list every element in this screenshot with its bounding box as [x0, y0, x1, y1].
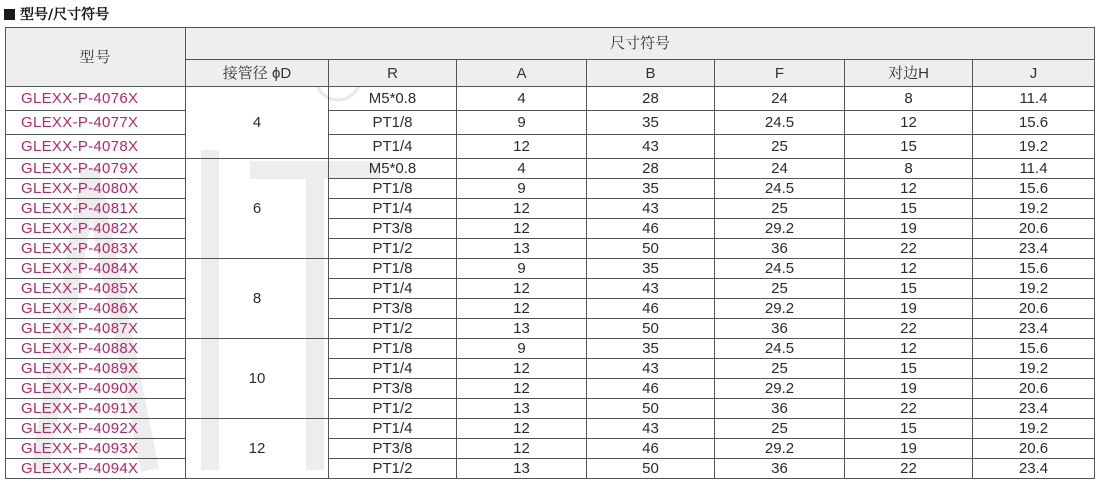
cell-h: 22	[845, 459, 973, 479]
model-code: GLEXX-P-4086X	[6, 299, 186, 319]
cell-j: 23.4	[973, 399, 1095, 419]
pipe-diameter: 8	[186, 259, 329, 339]
cell-r: PT1/2	[329, 459, 457, 479]
cell-j: 20.6	[973, 219, 1095, 239]
cell-b: 50	[587, 399, 715, 419]
cell-a: 13	[457, 399, 587, 419]
model-code: GLEXX-P-4087X	[6, 319, 186, 339]
table-row	[6, 399, 1095, 419]
cell-h: 15	[845, 359, 973, 379]
cell-r: PT3/8	[329, 219, 457, 239]
table-row	[6, 379, 1095, 399]
model-code: GLEXX-P-4091X	[6, 399, 186, 419]
cell-j: 15.6	[973, 339, 1095, 359]
table-row	[6, 239, 1095, 259]
cell-a: 9	[457, 339, 587, 359]
table-row	[6, 279, 1095, 299]
cell-h: 12	[845, 259, 973, 279]
cell-f: 29.2	[715, 299, 845, 319]
cell-j: 19.2	[973, 419, 1095, 439]
cell-a: 12	[457, 439, 587, 459]
cell-a: 12	[457, 135, 587, 159]
cell-r: PT3/8	[329, 439, 457, 459]
cell-b: 28	[587, 159, 715, 179]
cell-a: 12	[457, 419, 587, 439]
cell-h: 19	[845, 219, 973, 239]
square-bullet-icon	[4, 9, 15, 20]
table-row	[6, 219, 1095, 239]
cell-j: 11.4	[973, 87, 1095, 111]
cell-f: 29.2	[715, 219, 845, 239]
cell-j: 19.2	[973, 279, 1095, 299]
model-code: GLEXX-P-4079X	[6, 159, 186, 179]
header-dimensions: 尺寸符号	[186, 28, 1095, 60]
cell-b: 35	[587, 179, 715, 199]
cell-a: 13	[457, 459, 587, 479]
cell-b: 35	[587, 259, 715, 279]
model-code: GLEXX-P-4076X	[6, 87, 186, 111]
cell-b: 35	[587, 339, 715, 359]
cell-b: 43	[587, 279, 715, 299]
cell-r: PT1/4	[329, 199, 457, 219]
cell-b: 50	[587, 459, 715, 479]
cell-f: 24	[715, 87, 845, 111]
cell-f: 25	[715, 279, 845, 299]
cell-a: 4	[457, 159, 587, 179]
cell-j: 19.2	[973, 359, 1095, 379]
model-code: GLEXX-P-4077X	[6, 111, 186, 135]
cell-f: 24.5	[715, 111, 845, 135]
section-title: 型号/尺寸符号	[20, 7, 110, 23]
model-code: GLEXX-P-4090X	[6, 379, 186, 399]
table-row	[6, 135, 1095, 159]
cell-a: 12	[457, 379, 587, 399]
cell-r: PT1/4	[329, 359, 457, 379]
cell-r: PT1/4	[329, 135, 457, 159]
cell-f: 29.2	[715, 439, 845, 459]
pipe-diameter: 12	[186, 419, 329, 479]
cell-f: 25	[715, 419, 845, 439]
cell-f: 25	[715, 199, 845, 219]
cell-f: 36	[715, 319, 845, 339]
cell-f: 24.5	[715, 179, 845, 199]
model-code: GLEXX-P-4085X	[6, 279, 186, 299]
cell-j: 15.6	[973, 179, 1095, 199]
cell-b: 43	[587, 359, 715, 379]
model-code: GLEXX-P-4078X	[6, 135, 186, 159]
cell-h: 22	[845, 399, 973, 419]
table-row	[6, 111, 1095, 135]
cell-b: 35	[587, 111, 715, 135]
cell-r: PT1/8	[329, 111, 457, 135]
cell-r: PT1/2	[329, 319, 457, 339]
cell-j: 19.2	[973, 199, 1095, 219]
cell-a: 9	[457, 179, 587, 199]
cell-r: PT1/2	[329, 399, 457, 419]
cell-r: PT1/8	[329, 259, 457, 279]
pipe-diameter: 10	[186, 339, 329, 419]
cell-f: 25	[715, 135, 845, 159]
cell-a: 12	[457, 219, 587, 239]
cell-j: 23.4	[973, 319, 1095, 339]
table-row	[6, 299, 1095, 319]
header-h: 对边H	[845, 60, 973, 87]
cell-j: 20.6	[973, 299, 1095, 319]
cell-f: 24.5	[715, 339, 845, 359]
model-code: GLEXX-P-4083X	[6, 239, 186, 259]
model-code: GLEXX-P-4089X	[6, 359, 186, 379]
cell-f: 36	[715, 459, 845, 479]
cell-h: 19	[845, 299, 973, 319]
cell-r: PT3/8	[329, 379, 457, 399]
header-f: F	[715, 60, 845, 87]
cell-h: 12	[845, 111, 973, 135]
cell-f: 24.5	[715, 259, 845, 279]
cell-a: 9	[457, 259, 587, 279]
cell-a: 13	[457, 319, 587, 339]
cell-r: PT3/8	[329, 299, 457, 319]
cell-r: PT1/8	[329, 179, 457, 199]
table-row	[6, 319, 1095, 339]
cell-a: 13	[457, 239, 587, 259]
cell-a: 12	[457, 299, 587, 319]
pipe-diameter: 4	[186, 87, 329, 159]
cell-f: 29.2	[715, 379, 845, 399]
header-a: A	[457, 60, 587, 87]
cell-r: M5*0.8	[329, 87, 457, 111]
cell-h: 19	[845, 379, 973, 399]
cell-b: 28	[587, 87, 715, 111]
cell-h: 15	[845, 419, 973, 439]
cell-a: 9	[457, 111, 587, 135]
cell-h: 8	[845, 159, 973, 179]
table-row	[6, 87, 1095, 111]
section-heading	[4, 4, 109, 24]
table-row	[6, 419, 1095, 439]
cell-f: 36	[715, 399, 845, 419]
pipe-diameter: 6	[186, 159, 329, 259]
cell-f: 24	[715, 159, 845, 179]
model-code: GLEXX-P-4092X	[6, 419, 186, 439]
table-row	[6, 259, 1095, 279]
cell-r: PT1/8	[329, 339, 457, 359]
cell-b: 50	[587, 319, 715, 339]
cell-j: 23.4	[973, 459, 1095, 479]
cell-j: 20.6	[973, 439, 1095, 459]
cell-h: 19	[845, 439, 973, 459]
cell-b: 50	[587, 239, 715, 259]
header-model: 型号	[6, 28, 186, 87]
cell-b: 43	[587, 199, 715, 219]
model-code: GLEXX-P-4081X	[6, 199, 186, 219]
cell-j: 15.6	[973, 259, 1095, 279]
cell-h: 15	[845, 279, 973, 299]
cell-h: 15	[845, 199, 973, 219]
model-code: GLEXX-P-4080X	[6, 179, 186, 199]
table-row	[6, 159, 1095, 179]
cell-a: 12	[457, 279, 587, 299]
header-b: B	[587, 60, 715, 87]
table-row	[6, 339, 1095, 359]
cell-r: M5*0.8	[329, 159, 457, 179]
cell-j: 15.6	[973, 111, 1095, 135]
table-row	[6, 459, 1095, 479]
model-code: GLEXX-P-4088X	[6, 339, 186, 359]
cell-b: 43	[587, 135, 715, 159]
spec-table	[5, 27, 1095, 479]
cell-b: 46	[587, 439, 715, 459]
table-row	[6, 439, 1095, 459]
cell-b: 46	[587, 219, 715, 239]
cell-j: 23.4	[973, 239, 1095, 259]
cell-h: 22	[845, 319, 973, 339]
cell-h: 12	[845, 339, 973, 359]
model-code: GLEXX-P-4094X	[6, 459, 186, 479]
cell-h: 8	[845, 87, 973, 111]
cell-j: 20.6	[973, 379, 1095, 399]
header-j: J	[973, 60, 1095, 87]
cell-j: 19.2	[973, 135, 1095, 159]
cell-b: 43	[587, 419, 715, 439]
cell-a: 4	[457, 87, 587, 111]
header-d: 接管径 ϕD	[186, 60, 329, 87]
cell-h: 22	[845, 239, 973, 259]
cell-h: 12	[845, 179, 973, 199]
table-row	[6, 359, 1095, 379]
model-code: GLEXX-P-4084X	[6, 259, 186, 279]
cell-r: PT1/4	[329, 419, 457, 439]
header-r: R	[329, 60, 457, 87]
cell-f: 25	[715, 359, 845, 379]
table-row	[6, 199, 1095, 219]
cell-r: PT1/4	[329, 279, 457, 299]
cell-b: 46	[587, 379, 715, 399]
cell-j: 11.4	[973, 159, 1095, 179]
model-code: GLEXX-P-4093X	[6, 439, 186, 459]
table-row	[6, 179, 1095, 199]
cell-a: 12	[457, 199, 587, 219]
cell-r: PT1/2	[329, 239, 457, 259]
cell-b: 46	[587, 299, 715, 319]
cell-f: 36	[715, 239, 845, 259]
model-code: GLEXX-P-4082X	[6, 219, 186, 239]
cell-h: 15	[845, 135, 973, 159]
cell-a: 12	[457, 359, 587, 379]
